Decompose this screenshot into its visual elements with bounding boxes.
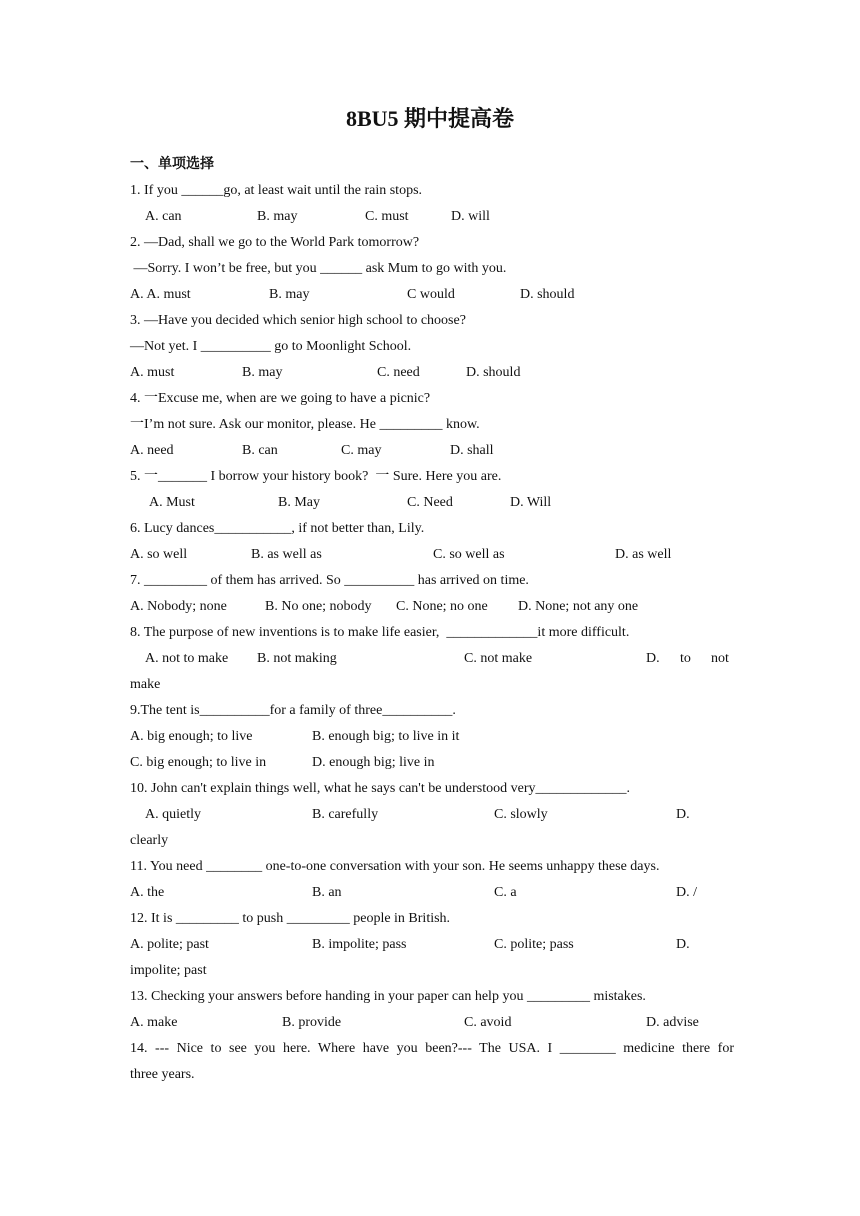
question-8-option-b: B. not making [257,651,337,666]
question-12-option-a: A. polite; past [130,937,209,952]
question-6-option-d: D. as well [615,547,672,562]
question-6-option-c: C. so well as [433,547,505,562]
question-8-stem: 8. The purpose of new inventions is to make life easier, _____________it more difficult. [130,625,630,640]
question-10-stem: 10. John can't explain things well, what he says can't be understood very_____________. [130,781,631,796]
question-9-option-b: B. enough big; to live in it [312,729,460,744]
question-4-option-c: C. may [341,443,382,458]
question-3-option-c: C. need [377,365,420,380]
question-10-option-d-label: D. [676,807,690,822]
page-title: 8BU5 期中提高卷 [345,106,515,131]
question-7-option-d: D. None; not any one [518,599,639,614]
question-13-option-a: A. make [130,1015,178,1030]
question-12-option-c: C. polite; pass [494,937,574,952]
question-13-option-d: D. advise [646,1015,699,1030]
question-8-option-d-word-2: not [711,651,729,666]
question-3-option-b: B. may [242,365,283,380]
question-14-stem: 14. --- Nice to see you here. Where have you been?--- The USA. I ________ medicine there for [130,1041,734,1056]
question-6-option-a: A. so well [130,547,188,562]
question-1-option-c: C. must [365,209,409,224]
question-3-stem-2: —Not yet. I __________ go to Moonlight School. [130,339,412,354]
question-4-option-d: D. shall [450,443,494,458]
question-13-option-c: C. avoid [464,1015,512,1030]
question-14-stem-cont: three years. [130,1067,195,1082]
question-2-stem-1: 2. —Dad, shall we go to the World Park tomorrow? [130,235,420,250]
question-9-option-c: C. big enough; to live in [130,755,267,770]
question-11-option-b: B. an [312,885,342,900]
question-4-option-b: B. can [242,443,278,458]
question-2-option-d: D. should [520,287,575,302]
question-5-stem: 5. 一_______ I borrow your history book? 一 Sure. Here you are. [130,469,502,484]
question-10-option-b: B. carefully [312,807,379,822]
question-1-option-a: A. can [145,209,182,224]
section-heading: 一、单项选择 [130,156,214,172]
question-7-option-b: B. No one; nobody [265,599,372,614]
question-8-option-d-label: D. [646,651,660,666]
question-3-option-a: A. must [130,365,175,380]
question-7-option-a: A. Nobody; none [130,599,227,614]
question-12-option-d-cont: impolite; past [130,963,207,978]
question-12-option-d-label: D. [676,937,690,952]
question-5-option-d: D. Will [510,495,552,510]
question-11-option-d: D. / [676,885,697,900]
question-6-stem: 6. Lucy dances___________, if not better than, Lily. [130,521,425,536]
question-9-option-a: A. big enough; to live [130,729,253,744]
question-9-option-d: D. enough big; live in [312,755,435,770]
question-1-stem: 1. If you ______go, at least wait until the rain stops. [130,183,423,198]
question-11-option-c: C. a [494,885,517,900]
question-13-option-b: B. provide [282,1015,342,1030]
question-10-option-c: C. slowly [494,807,548,822]
question-10-option-a: A. quietly [145,807,201,822]
question-11-option-a: A. the [130,885,165,900]
question-12-stem: 12. It is _________ to push _________ people in British. [130,911,451,926]
question-8-option-c: C. not make [464,651,533,666]
question-8-option-d-word-1: to [680,651,691,666]
question-5-option-c: C. Need [407,495,453,510]
question-3-option-d: D. should [466,365,521,380]
question-10-option-d-cont: clearly [130,833,169,848]
question-2-option-c: C would [407,287,455,302]
question-2-option-a: A. A. must [130,287,191,302]
question-7-stem: 7. _________ of them has arrived. So __________ has arrived on time. [130,573,529,588]
question-9-stem: 9.The tent is__________for a family of three__________. [130,703,456,718]
question-2-stem-2: —Sorry. I won’t be free, but you ______ ask Mum to go with you. [130,261,507,276]
question-5-option-a: A. Must [149,495,195,510]
question-4-stem-2: 一I’m not sure. Ask our monitor, please. He _________ know. [130,417,480,432]
question-13-stem: 13. Checking your answers before handing in your paper can help you _________ mistakes. [130,989,646,1004]
question-11-stem: 11. You need ________ one-to-one conversation with your son. He seems unhappy these days. [130,859,660,874]
question-8-option-d-cont: make [130,677,161,692]
question-3-stem-1: 3. —Have you decided which senior high school to choose? [130,313,466,328]
question-12-option-b: B. impolite; pass [312,937,407,952]
question-1-option-d: D. will [451,209,490,224]
question-4-option-a: A. need [130,443,174,458]
question-2-option-b: B. may [269,287,310,302]
question-4-stem-1: 4. 一Excuse me, when are we going to have a picnic? [130,391,431,406]
question-7-option-c: C. None; no one [396,599,488,614]
question-5-option-b: B. May [278,495,320,510]
question-1-option-b: B. may [257,209,298,224]
question-6-option-b: B. as well as [251,547,322,562]
question-8-option-a: A. not to make [145,651,229,666]
